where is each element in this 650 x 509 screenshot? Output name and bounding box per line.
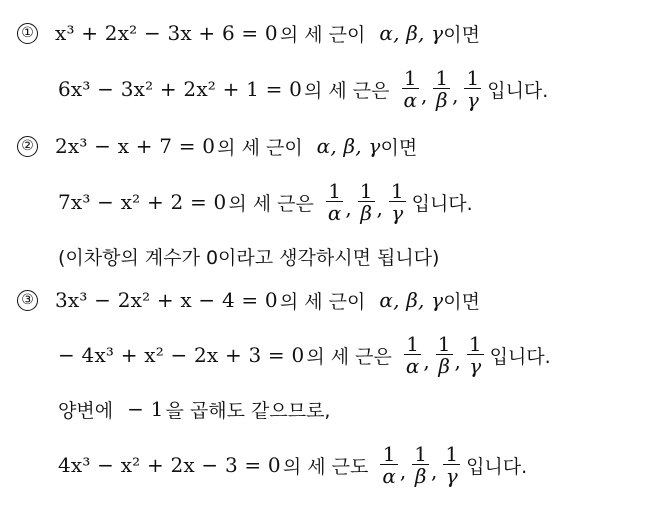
fraction-one-over-gamma [443, 441, 460, 488]
item2-transformed-equation: 7x³ − x² + 2 = 0 [58, 190, 227, 214]
item3-roots: α, β, γ [379, 288, 444, 312]
fraction-one-over-alpha [404, 331, 422, 378]
denominator: γ [469, 353, 482, 378]
item3-text: 의 세 근이 [279, 290, 366, 313]
item1-line2 [58, 64, 548, 114]
item2-reciprocal-roots: $\frac{1}{\alpha}$ , $\frac{1}{\beta}$ , $\frac{1}{\gamma}$ [327, 178, 404, 225]
numerator: 1 [435, 65, 449, 90]
numerator: 1 [414, 441, 427, 466]
item3-reciprocal-roots: $\frac{1}{\alpha}$ , $\frac{1}{\beta}$ , $\frac{1}{\gamma}$ [405, 331, 482, 378]
item3-both-sides-text: 양변에 [58, 399, 114, 422]
item3-equation: 3x³ − 2x² + x − 4 = 0 [55, 288, 278, 312]
denominator: β [360, 200, 372, 225]
fraction-one-over-gamma [464, 65, 481, 112]
fraction-one-over-alpha [402, 65, 420, 112]
item1-equation: x³ + 2x² − 3x + 6 = 0 [55, 21, 278, 45]
item2-marker: ② [17, 136, 38, 157]
item2-note [58, 236, 439, 276]
item3-suffix4: 입니다. [466, 455, 528, 478]
item2-text2: 의 세 근은 [228, 192, 314, 215]
denominator: α [403, 87, 418, 112]
item1-suffix: 이면 [443, 23, 480, 46]
item3-suffix: 이면 [443, 290, 480, 313]
numerator: 1 [406, 331, 420, 356]
denominator: β [435, 87, 448, 112]
numerator: 1 [468, 331, 482, 356]
item3-line3 [58, 389, 330, 429]
denominator: α [405, 353, 420, 378]
item1-transformed-equation: 6x³ − 3x² + 2x² + 1 = 0 [58, 77, 303, 101]
item1-line1 [17, 13, 480, 53]
fraction-one-over-beta [412, 441, 429, 488]
item3-text2: 의 세 근은 [306, 345, 392, 368]
numerator: 1 [328, 178, 342, 203]
fraction-one-over-beta [358, 178, 375, 225]
numerator: 1 [390, 178, 404, 203]
fraction-one-over-beta [433, 65, 450, 112]
item1-suffix2: 입니다. [487, 79, 549, 102]
fraction-one-over-alpha [380, 441, 398, 488]
denominator: γ [466, 87, 479, 112]
denominator: α [382, 463, 396, 488]
numerator: 1 [359, 178, 373, 203]
item3-line4 [58, 440, 527, 490]
item1-text: 의 세 근이 [279, 23, 366, 46]
item3-transformed-equation: − 4x³ + x² − 2x + 3 = 0 [58, 343, 305, 367]
item1-marker: ① [17, 23, 38, 44]
item1-text2: 의 세 근은 [304, 79, 390, 102]
denominator: γ [391, 200, 404, 225]
item1-roots: α, β, γ [379, 21, 444, 45]
fraction-one-over-gamma [389, 178, 406, 225]
denominator: α [327, 200, 342, 225]
denominator: β [438, 353, 450, 378]
denominator: β [414, 463, 427, 488]
numerator: 1 [382, 441, 396, 466]
numerator: 1 [437, 331, 451, 356]
item3-multiplier: − 1 [127, 397, 164, 421]
item2-equation: 2x³ − x + 7 = 0 [55, 134, 216, 158]
item2-suffix2: 입니다. [411, 192, 473, 215]
item2-roots: α, β, γ [316, 134, 381, 158]
item2-line2 [58, 177, 473, 227]
item2-text: 의 세 근이 [217, 136, 303, 159]
item3-text4: 의 세 근도 [282, 455, 369, 478]
fraction-one-over-alpha [326, 178, 344, 225]
item1-reciprocal-roots: $\frac{1}{\alpha}$ , $\frac{1}{\beta}$ , $\frac{1}{\gamma}$ [403, 65, 480, 112]
item3-multiply-text: 을 곱해도 같으므로, [165, 399, 331, 422]
item2-suffix: 이면 [380, 136, 418, 159]
numerator: 1 [403, 65, 417, 90]
item3-final-reciprocal-roots: $\frac{1}{\alpha}$ , $\frac{1}{\beta}$ , $\frac{1}{\gamma}$ [382, 441, 459, 488]
numerator: 1 [466, 65, 480, 90]
item3-final-equation: 4x³ − x² + 2x − 3 = 0 [58, 453, 281, 477]
item3-marker: ③ [17, 290, 38, 311]
item2-note-text: (이차항의 계수가 0이라고 생각하시면 됩니다) [58, 246, 440, 269]
denominator: γ [445, 463, 458, 488]
fraction-one-over-gamma [467, 331, 484, 378]
item3-line1 [17, 280, 480, 320]
item2-line1 [17, 126, 417, 166]
fraction-one-over-beta [436, 331, 453, 378]
item3-line2 [58, 330, 551, 380]
numerator: 1 [445, 441, 459, 466]
item3-suffix2: 입니다. [489, 345, 551, 368]
